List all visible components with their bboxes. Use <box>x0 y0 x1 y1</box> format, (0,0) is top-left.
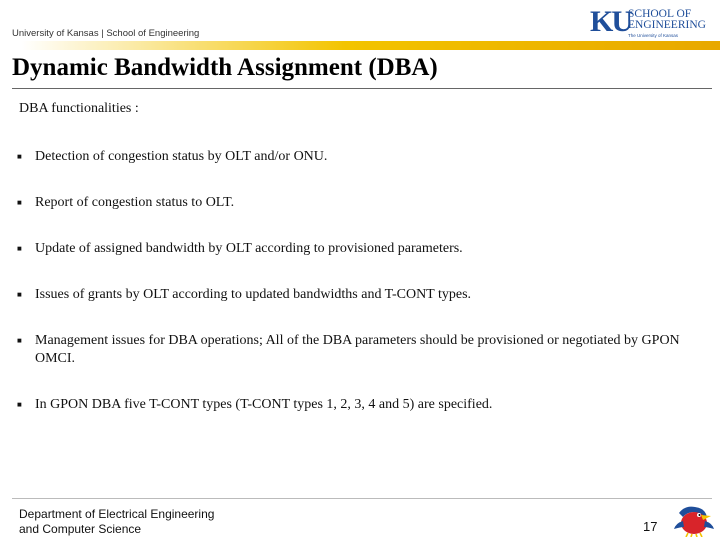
bullet-text: In GPON DBA five T-CONT types (T-CONT types 1, 2, 3, 4 and 5) are specified. <box>35 397 493 412</box>
header-gold-bar <box>0 41 720 50</box>
bullet-text: Detection of congestion status by OLT and/or ONU. <box>35 149 328 164</box>
footer-divider <box>12 498 712 499</box>
bullet-marker: ■ <box>17 336 22 345</box>
bullet-item <box>17 194 712 212</box>
bullet-text: Update of assigned bandwidth by OLT according to provisioned parameters. <box>35 241 463 256</box>
bullet-item <box>17 332 712 368</box>
bullet-text: Management issues for DBA operations; All of the DBA parameters should be provisioned or negotiated by GPON OMCI. <box>35 333 680 366</box>
bullet-marker: ■ <box>17 198 22 207</box>
bullet-item <box>17 396 712 414</box>
bullet-text: Report of congestion status to OLT. <box>35 195 235 210</box>
logo-university-name: The University of Kansas <box>628 33 679 38</box>
bullet-marker: ■ <box>17 244 22 253</box>
slide-title: Dynamic Bandwidth Assignment (DBA) <box>12 54 438 81</box>
intro-text: DBA functionalities : <box>19 101 139 116</box>
page-number: 17 <box>643 519 658 534</box>
ku-engineering-logo <box>590 7 705 39</box>
bullet-item <box>17 148 712 166</box>
bullet-marker: ■ <box>17 400 22 409</box>
logo-ku-mark: KU <box>590 5 631 38</box>
bullet-item <box>17 286 712 304</box>
jayhawk-mascot-icon <box>673 503 715 537</box>
header-institution: University of Kansas | School of Engineering <box>12 28 200 39</box>
bullet-list <box>17 148 712 442</box>
title-underline <box>12 88 712 89</box>
bullet-marker: ■ <box>17 152 22 161</box>
logo-school-name: SCHOOL OF ENGINEERING <box>628 8 706 31</box>
bullet-item <box>17 240 712 258</box>
bullet-marker: ■ <box>17 290 22 299</box>
footer-department: Department of Electrical Engineering and Computer Science <box>19 507 215 536</box>
bullet-text: Issues of grants by OLT according to updated bandwidths and T-CONT types. <box>35 287 472 302</box>
